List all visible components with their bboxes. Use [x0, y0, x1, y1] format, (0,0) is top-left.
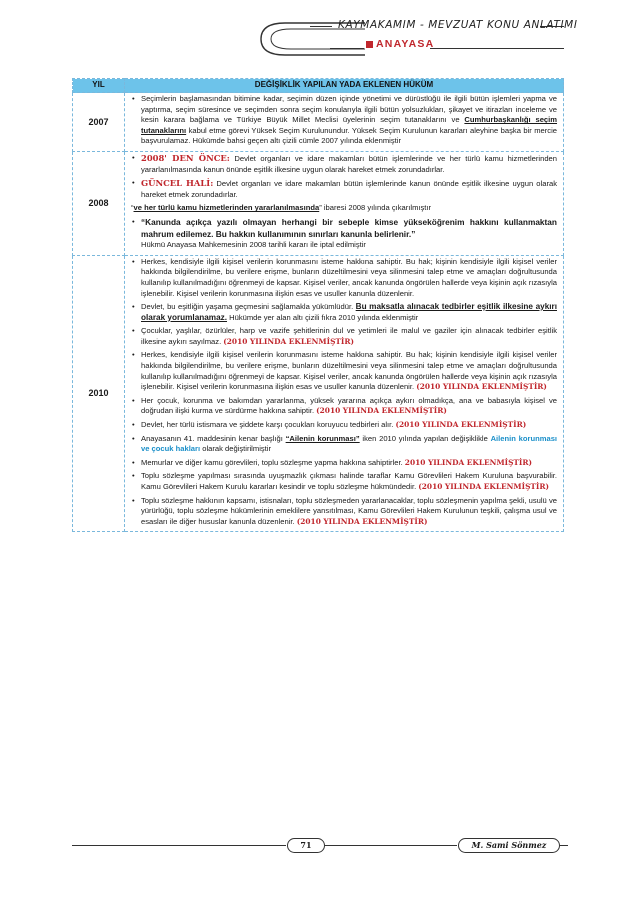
removed-phrase-note: “ve her türlü kamu hizmetlerinden yararlanılmasında” ibaresi 2008 yılında çıkarılmıştır [131, 203, 432, 213]
text: Anayasanın 41. maddesinin kenar başlığı [141, 433, 286, 443]
text: Her çocuk, korunma ve bakımdan yararlanma, yüksek yararına açıkça aykırı olmadıkça, ana ve babasıyla kişisel ve doğrudan ilişki kurma ve sürdürme hakkına sahiptir. [141, 395, 557, 416]
highlighted-text: Ailenin korunması ve çocuk hakları [141, 433, 558, 454]
added-2010-tag: 2010 YILINDA EKLENMİŞTİR) [404, 457, 533, 467]
text: Devlet, her türlü istismara ve şiddete karşı çocukları koruyucu tedbirleri alır. [141, 420, 396, 430]
col-year-header: YIL [73, 79, 125, 93]
table-row [73, 93, 564, 152]
text: Devlet organları ve idare makamları bütün işlemlerinde kanun önünde eşitlik ilkesine uygun olarak hareket etmek zorundadırlar. [141, 179, 557, 199]
text: Herkes, kendisiyle ilgili kişisel verilerin korunmasını isteme hakkına sahiptir. Bu hak; kişinin kendisiyle ilgili kişisel veriler hakkında bilgilendirilme, bu verilere erişme, bunların düzeltilmesini veya silinmesini talep etme ve amaçları doğrultusunda kullanılıp kullanılmadığını öğrenmeyi de kapsar. Kişisel veriler, ancak kanunda öngörülen hallerde veya kişinin açık rızasıyla işlenebilir. Kişisel verilerin korunmasına ilişkin esas ve usuller kanunla düzenlenir. [141, 350, 557, 392]
author-name: M. Sami Sönmez [458, 838, 560, 853]
header-rule-bottom-right [430, 48, 564, 49]
added-2010-tag: (2010 YILINDA EKLENMİŞTİR) [395, 420, 527, 430]
list-item [141, 458, 557, 469]
underlined-text: Cumhurbaşkanlığı seçim tutanaklarını [141, 115, 558, 135]
label-current: GÜNCEL HALİ: [141, 178, 214, 189]
added-2010-tag: (2010 YILINDA EKLENMİŞTİR) [296, 516, 428, 526]
text: Devlet organları ve idare makamları bütün işlemlerinde ve her türlü kamu hizmetlerinden yararlanılmasında kanun önünde eşitlik ilkesine uygun olarak hareket etmek zorundadırlar. [141, 153, 557, 174]
year-cell: 2008 [73, 151, 125, 255]
text: Devlet, bu eşitliğin yaşama geçmesini sağlamakla yükümlüdür. [141, 302, 356, 312]
col-change-header: DEĞİŞİKLİK YAPILAN YADA EKLENEN HÜKÜM [125, 79, 564, 93]
added-2010-tag: (2010 YILINDA EKLENMİŞTİR) [416, 382, 547, 392]
list-item [141, 153, 557, 175]
underlined-text: Bu maksatla alınacak tedbirler eşitlik ilkesine aykırı olarak yorumlanamaz. [141, 302, 557, 322]
text: Herkes, kendisiyle ilgili kişisel verilerin korunmasını isteme hakkına sahiptir. Bu hak; kişinin kendisiyle ilgili kişisel veriler hakkında bilgilendirilme, bu verilere erişme, bunların düzeltilmesini veya silinmesini talep etme ve amaçları doğrultusunda kullanılıp kullanılmadığını öğrenmeyi de kapsar. Kişisel veriler, ancak kanunda öngörülen hallerde veya kişinin açık rızasıyla işlenebilir. Kişisel verilerin korunmasına ilişkin esas ve usuller kanunla düzenlenir. [141, 256, 557, 298]
list-item [141, 326, 557, 347]
list-item [141, 217, 557, 251]
text: Memurlar ve diğer kamu görevlileri, toplu sözleşme yapma hakkına sahiptirler. [141, 457, 405, 467]
added-2010-tag: (2010 YILINDA EKLENMİŞTİR) [223, 336, 355, 346]
text: Hükümde yer alan altı çizili fıkra 2010 yılında eklenmiştir [227, 312, 419, 322]
subtitle-marker [366, 41, 373, 48]
list-item [141, 471, 557, 492]
change-cell [125, 255, 564, 532]
amendments-table [72, 78, 564, 532]
change-cell [125, 151, 564, 255]
year-cell: 2007 [73, 93, 125, 152]
bold-quote: “Kanunda açıkça yazılı olmayan herhangi bir sebeple kimse yükseköğrenim hakkını kullanmaktan mahrum edilemez. Bu hakkın kullanımının sınırları kanunla belirlenir.” [141, 216, 557, 239]
table-header-row [73, 79, 564, 93]
header-subtitle: ANAYASA [376, 38, 435, 50]
header-title: KAYMAKAMIM - MEVZUAT KONU ANLATIMI [338, 19, 578, 31]
page-number: 71 [287, 838, 325, 853]
list-item [141, 178, 557, 200]
list-item [141, 420, 557, 431]
text: Çocuklar, yaşlılar, özürlüler, harp ve vazife şehitlerinin dul ve yetimleri ile malul ve gaziler için alınacak tedbirler eşitlik ilkesine aykırı sayılmaz. [141, 326, 557, 346]
list-item [141, 496, 557, 528]
text: Toplu sözleşme yapılması sırasında uyuşmazlık çıkması halinde taraflar Kamu Görevlileri Hakem Kuruluna başvurabilir. Kamu Görevlileri Hakem Kurulu kararları kesindir ve toplu sözleşme hükmündedir. [141, 471, 557, 491]
text: kabul etme görevi Yüksek Seçim Kurulunundur. Yüksek Seçim Kurulunun kararları aleyhine başka bir mercie başvurulamaz. Hükümde bahsi geçen altı çizili cümle 2007 yılında eklenmiştir [141, 125, 557, 146]
footer-rule-right [560, 845, 568, 846]
text: ibaresi 2008 yılında çıkarılmıştır [321, 203, 432, 213]
added-2010-tag: (2010 YILINDA EKLENMİŞTİR) [316, 406, 447, 416]
footer-rule-left [72, 845, 286, 846]
table-row [73, 151, 564, 255]
year-cell: 2010 [73, 255, 125, 532]
label-before-2008: 2008' DEN ÖNCE: [141, 152, 230, 163]
header-rule-bottom [330, 48, 364, 49]
underlined-text: ve her türlü kamu hizmetlerinden yararlanılmasında [133, 203, 320, 213]
underlined-text: “Ailenin korunması” [285, 433, 360, 443]
text: Toplu sözleşme hakkının kapsamı, istisnaları, toplu sözleşmeden yararlanacaklar, toplu sözleşmenin yapılma şekli, usulü ve yürürlüğü, toplu sözleşme hükümlerinin emeklilere yansıtılması, Kamu Görevlileri Hakem Kurulunun teşkili, çalışma usul ve esasları ile diğer hususlar kanunla düzenlenir. [141, 495, 557, 526]
footer-rule-mid [325, 845, 457, 846]
list-item [141, 94, 557, 147]
added-2010-tag: (2010 YILINDA EKLENMİŞTİR) [418, 482, 550, 491]
header-rule-top [310, 26, 332, 27]
list-item [141, 350, 557, 392]
list-item [141, 396, 557, 417]
change-cell [125, 93, 564, 152]
text: Hükmü Anayasa Mahkemesinin 2008 tarihli kararı ile iptal edilmiştir [141, 240, 366, 250]
list-item [141, 257, 557, 299]
list-item [141, 302, 557, 323]
list-item [141, 434, 557, 455]
table-row [73, 255, 564, 532]
text: olarak değiştirilmiştir [200, 444, 272, 454]
text: Seçimlerin başlamasından bitimine kadar, seçimin düzen içinde yönetimi ve dürüstlüğü ile ilgili bütün işlemleri yapma ve yaptırma, seçim süresince ve seçimden sonra seçim konularıyla ilgili bütün yolsuzlukları, şikayet ve itirazları inceleme ve kesin karara bağlama ve Türkiye Büyük Millet Meclisi üyelerinin seçim tutanaklarını ve [141, 94, 557, 125]
text: iken 2010 yılında yapılan değişiklikle [359, 433, 491, 443]
